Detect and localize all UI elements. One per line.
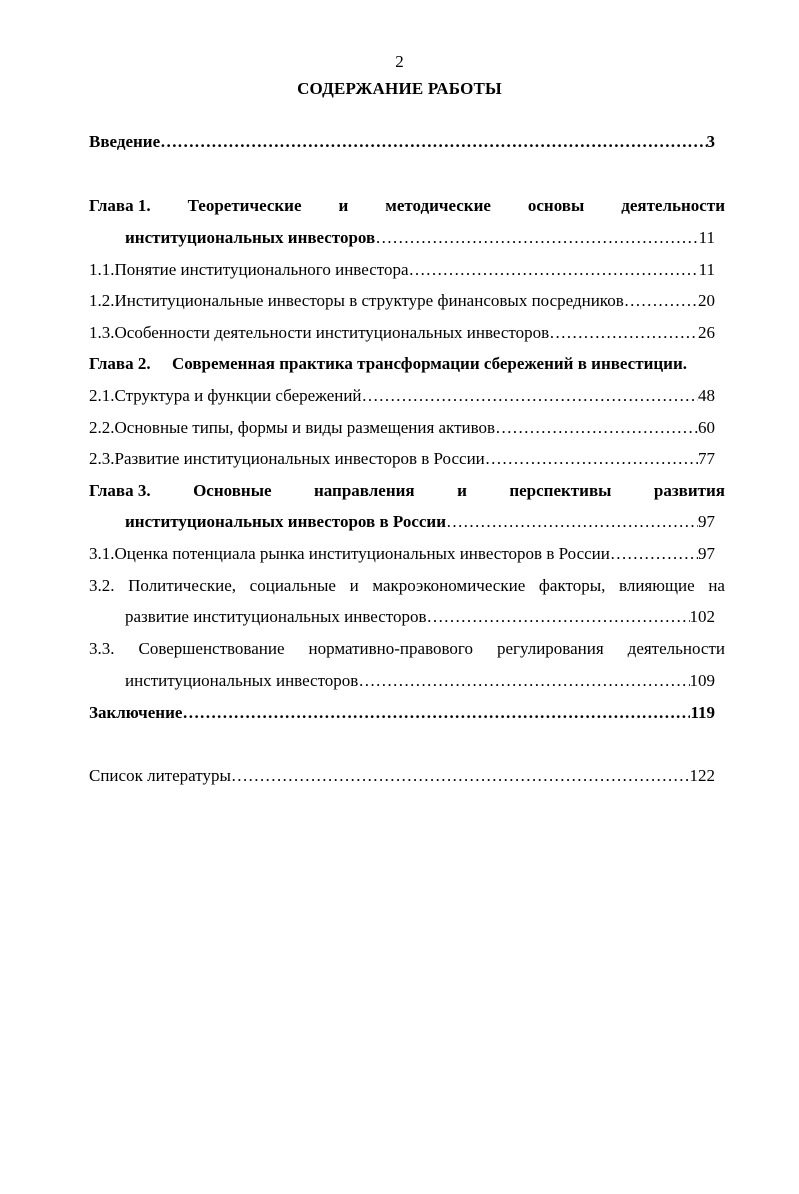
section-number: 2.1. (89, 386, 115, 405)
toc-section-2-1[interactable] (89, 384, 715, 408)
chapter3-word: и (457, 481, 467, 500)
section-title: Основные типы, формы и виды размещения активов (114, 418, 496, 437)
toc-intro-label: Введение (89, 132, 161, 151)
section-title: Структура и функции сбережений (114, 386, 362, 405)
toc-leader (182, 701, 690, 725)
chapter3-title-cont: институциональных инвесторов в России (125, 512, 447, 531)
toc-section-1-2[interactable] (89, 289, 715, 313)
section-title: Оценка потенциала рынка институциональных инвесторов в России (114, 544, 610, 563)
section-number: 3.2. (89, 576, 115, 595)
section-title: Понятие институционального инвестора (114, 260, 409, 279)
chapter1-word: и (338, 196, 349, 215)
page-title: СОДЕРЖАНИЕ РАБОТЫ (297, 79, 502, 98)
toc-section-3-1[interactable] (89, 542, 715, 566)
toc-chapter2-heading[interactable] (89, 352, 715, 376)
section-word: Совершенствование (138, 639, 285, 658)
toc-chapter1-heading[interactable] (89, 194, 725, 218)
chapter1-page: 11 (698, 228, 715, 247)
section-word: Политические, (128, 576, 237, 595)
toc-leader (485, 447, 698, 471)
section-page: 11 (698, 260, 715, 279)
section-number: 3.3. (89, 639, 115, 658)
section-page: 109 (689, 671, 715, 690)
chapter1-word: основы (527, 196, 585, 215)
toc-section-2-2[interactable] (89, 416, 715, 440)
toc-leader (375, 226, 698, 250)
toc-chapter1-continuation[interactable] (89, 226, 715, 250)
toc-section-1-3[interactable] (89, 321, 715, 345)
toc-leader (358, 669, 689, 693)
section-page: 77 (698, 449, 715, 468)
chapter1-number: Глава 1. (89, 196, 151, 215)
section-word: деятельности (627, 639, 725, 658)
toc-leader (446, 510, 698, 534)
section-word: регулирования (496, 639, 604, 658)
toc-section-3-3[interactable] (89, 637, 725, 661)
section-title-cont: развитие институциональных инвесторов (125, 607, 427, 626)
page-number: 2 (395, 52, 404, 71)
section-title: Развитие институциональных инвесторов в России (114, 449, 485, 468)
toc-leader (362, 384, 698, 408)
toc-section-3-3-continuation[interactable] (89, 669, 715, 693)
toc-intro-page: 3 (706, 132, 715, 151)
section-word: факторы, (538, 576, 606, 595)
section-page: 60 (698, 418, 715, 437)
toc-leader (409, 258, 699, 282)
chapter1-word: методические (385, 196, 491, 215)
chapter2-title: Современная практика трансформации сбережений в инвестиции. (172, 354, 687, 373)
section-number: 2.2. (89, 418, 115, 437)
section-number: 3.1. (89, 544, 115, 563)
chapter3-word: направления (313, 481, 415, 500)
section-word: и (349, 576, 359, 595)
toc-entry-conclusion[interactable] (89, 701, 715, 725)
section-word: макроэкономические (372, 576, 526, 595)
chapter3-word: Основные (193, 481, 272, 500)
chapter3-number: Глава 3. (89, 481, 151, 500)
toc-leader (427, 605, 690, 629)
chapter2-number: Глава 2. (89, 354, 151, 373)
toc-conclusion-page: 119 (690, 703, 715, 722)
section-page: 97 (698, 544, 715, 563)
chapter1-title-cont: институциональных инвесторов (125, 228, 376, 247)
toc-conclusion-label: Заключение (89, 703, 183, 722)
toc-section-3-2[interactable] (89, 574, 725, 598)
section-page: 20 (698, 291, 715, 310)
toc-leader (160, 130, 706, 154)
section-page: 48 (698, 386, 715, 405)
toc-references-page: 122 (689, 766, 715, 785)
section-word: на (708, 576, 725, 595)
section-number: 1.3. (89, 323, 115, 342)
chapter3-page: 97 (698, 512, 715, 531)
toc-entry-references[interactable] (89, 764, 715, 788)
toc-section-2-3[interactable] (89, 447, 715, 471)
section-page: 102 (689, 607, 715, 626)
section-title: Особенности деятельности институциональных инвесторов (114, 323, 550, 342)
toc-chapter3-heading[interactable] (89, 479, 725, 503)
section-title-cont: институциональных инвесторов (125, 671, 359, 690)
toc-leader (231, 764, 690, 788)
section-number: 1.1. (89, 260, 115, 279)
section-number: 1.2. (89, 291, 115, 310)
toc-section-1-1[interactable] (89, 258, 715, 282)
toc-leader (624, 289, 698, 313)
chapter1-word: деятельности (621, 196, 725, 215)
section-page: 26 (698, 323, 715, 342)
toc-section-3-2-continuation[interactable] (89, 605, 715, 629)
section-word: социальные (249, 576, 336, 595)
section-number: 2.3. (89, 449, 115, 468)
chapter3-word: развития (653, 481, 725, 500)
toc-entry-intro[interactable] (89, 130, 715, 154)
toc-leader (549, 321, 698, 345)
section-word: нормативно-правового (308, 639, 473, 658)
toc-references-label: Список литературы (89, 766, 231, 785)
toc-chapter3-continuation[interactable] (89, 510, 715, 534)
section-word: влияющие (619, 576, 695, 595)
section-title: Институциональные инвесторы в структуре финансовых посредников (114, 291, 624, 310)
toc-leader (610, 542, 698, 566)
chapter1-word: Теоретические (187, 196, 302, 215)
toc-leader (495, 416, 698, 440)
chapter3-word: перспективы (509, 481, 612, 500)
